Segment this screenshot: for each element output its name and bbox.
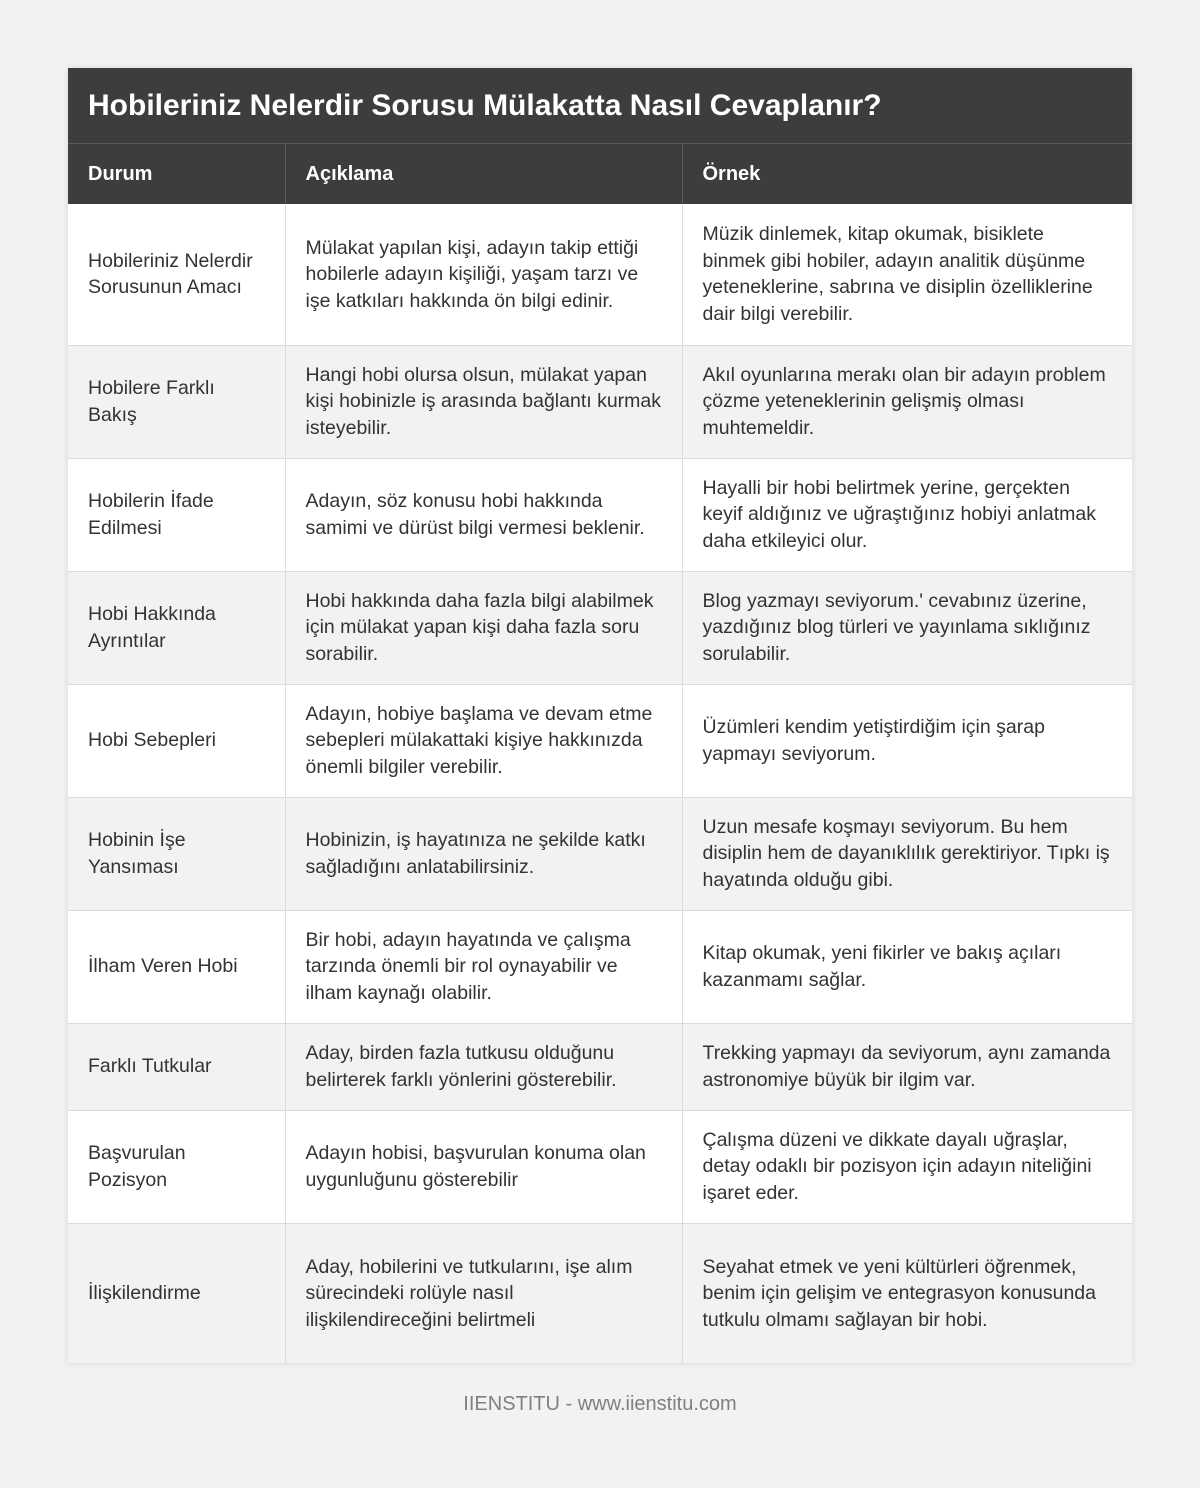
cell-durum: İlham Veren Hobi [68, 910, 285, 1023]
cell-ornek: Uzun mesafe koşmayı seviyorum. Bu hem disiplin hem de dayanıklılık gerektiriyor. Tıpkı iş hayatında olduğu gibi. [682, 797, 1132, 910]
table-row [68, 1110, 1132, 1223]
table-row [68, 345, 1132, 458]
cell-aciklama: Aday, hobilerini ve tutkularını, işe alım sürecindeki rolüyle nasıl ilişkilendireceğini belirtmeli [285, 1223, 682, 1363]
cell-durum: Hobi Sebepleri [68, 684, 285, 797]
info-table [68, 144, 1132, 1363]
cell-aciklama: Hangi hobi olursa olsun, mülakat yapan kişi hobinizle iş arasında bağlantı kurmak isteyebilir. [285, 345, 682, 458]
table-row [68, 1023, 1132, 1110]
cell-durum: Farklı Tutkular [68, 1023, 285, 1110]
cell-ornek: Akıl oyunlarına merakı olan bir adayın problem çözme yeteneklerinin gelişmiş olması muhtemeldir. [682, 345, 1132, 458]
cell-aciklama: Adayın, söz konusu hobi hakkında samimi ve dürüst bilgi vermesi beklenir. [285, 458, 682, 571]
cell-aciklama: Mülakat yapılan kişi, adayın takip ettiği hobilerle adayın kişiliği, yaşam tarzı ve işe katkıları hakkında ön bilgi edinir. [285, 204, 682, 345]
cell-durum: Hobilere Farklı Bakış [68, 345, 285, 458]
cell-aciklama: Hobi hakkında daha fazla bilgi alabilmek için mülakat yapan kişi daha fazla soru sorabilir. [285, 571, 682, 684]
cell-durum: Başvurulan Pozisyon [68, 1110, 285, 1223]
table-row [68, 1223, 1132, 1363]
cell-ornek: Blog yazmayı seviyorum.' cevabınız üzerine, yazdığınız blog türleri ve yayınlama sıklığınız sorulabilir. [682, 571, 1132, 684]
cell-ornek: Müzik dinlemek, kitap okumak, bisiklete binmek gibi hobiler, adayın analitik düşünme yeteneklerine, sabrına ve disiplin özelliklerine dair bilgi verebilir. [682, 204, 1132, 345]
header-durum: Durum [68, 144, 285, 204]
cell-durum: Hobilerin İfade Edilmesi [68, 458, 285, 571]
table-row [68, 910, 1132, 1023]
table-row [68, 797, 1132, 910]
cell-ornek: Trekking yapmayı da seviyorum, aynı zamanda astronomiye büyük bir ilgim var. [682, 1023, 1132, 1110]
cell-durum: İlişkilendirme [68, 1223, 285, 1363]
cell-aciklama: Hobinizin, iş hayatınıza ne şekilde katkı sağladığını anlatabilirsiniz. [285, 797, 682, 910]
cell-aciklama: Bir hobi, adayın hayatında ve çalışma tarzında önemli bir rol oynayabilir ve ilham kaynağı olabilir. [285, 910, 682, 1023]
cell-durum: Hobinin İşe Yansıması [68, 797, 285, 910]
cell-aciklama: Adayın, hobiye başlama ve devam etme sebepleri mülakattaki kişiye hakkınızda önemli bilgiler verebilir. [285, 684, 682, 797]
cell-ornek: Seyahat etmek ve yeni kültürleri öğrenmek, benim için gelişim ve entegrasyon konusunda tutkulu olmamı sağlayan bir hobi. [682, 1223, 1132, 1363]
cell-durum: Hobileriniz Nelerdir Sorusunun Amacı [68, 204, 285, 345]
table-row [68, 204, 1132, 345]
table-row [68, 458, 1132, 571]
footer-credit: IIENSTITU - www.iienstitu.com [463, 1393, 737, 1415]
page-title: Hobileriniz Nelerdir Sorusu Mülakatta Nasıl Cevaplanır? [68, 68, 1132, 144]
cell-durum: Hobi Hakkında Ayrıntılar [68, 571, 285, 684]
header-aciklama: Açıklama [285, 144, 682, 204]
cell-ornek: Üzümleri kendim yetiştirdiğim için şarap yapmayı seviyorum. [682, 684, 1132, 797]
table-row [68, 571, 1132, 684]
cell-ornek: Çalışma düzeni ve dikkate dayalı uğraşlar, detay odaklı bir pozisyon için adayın niteliğini işaret eder. [682, 1110, 1132, 1223]
cell-ornek: Hayalli bir hobi belirtmek yerine, gerçekten keyif aldığınız ve uğraştığınız hobiyi anlatmak daha etkileyici olur. [682, 458, 1132, 571]
header-ornek: Örnek [682, 144, 1132, 204]
cell-aciklama: Adayın hobisi, başvurulan konuma olan uygunluğunu gösterebilir [285, 1110, 682, 1223]
cell-ornek: Kitap okumak, yeni fikirler ve bakış açıları kazanmamı sağlar. [682, 910, 1132, 1023]
cell-aciklama: Aday, birden fazla tutkusu olduğunu belirterek farklı yönlerini gösterebilir. [285, 1023, 682, 1110]
table-row [68, 684, 1132, 797]
table-header-row [68, 144, 1132, 204]
content-card [68, 68, 1132, 1363]
